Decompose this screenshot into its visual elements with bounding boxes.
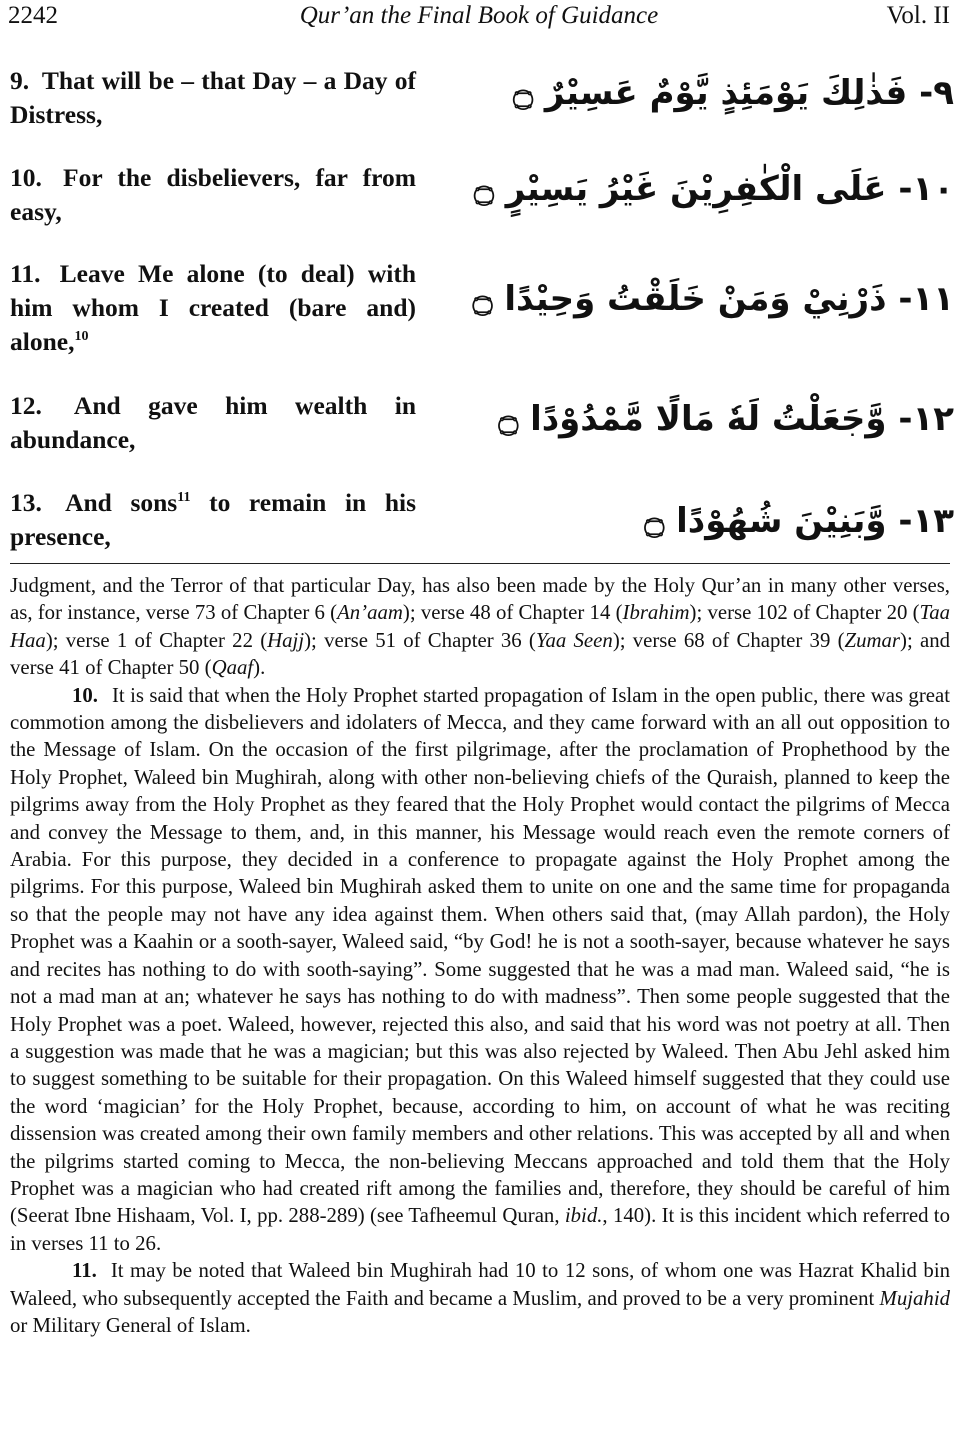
arabic-verse-10: ١٠- عَلَى الْكٰفِرِيْنَ غَيْرُ يَسِيْرٍ ۝ (473, 169, 954, 209)
arabic-verse-12: ١٢- وَّجَعَلْتُ لَهٗ مَالًا مَّمْدُوْدًا ۝ (498, 399, 954, 439)
footnote-marker: 11 (177, 490, 191, 505)
arabic-verse-11: ١١- ذَرْنِيْ وَمَنْ خَلَقْتُ وَحِيْدًا ۝ (472, 279, 954, 319)
running-title: Qur’an the Final Book of Guidance (299, 2, 659, 29)
verse-10 (10, 161, 416, 229)
verse-number: 11. (10, 259, 41, 288)
verse-text: That will be – that Day – a Day of Distress, (10, 66, 416, 129)
verse-text-start: And sons (65, 488, 178, 517)
note-10: 10. It is said that when the Holy Prophet started propagation of Islam in the open public, there was great commotion among the disbelievers and idolaters of Mecca, and they came forward with an all out opposition to the Message of Islam. On the occasion of the first pilgrimage, after the proclamation of Prophethood by the Holy Prophet, Waleed bin Mughirah, along with other non-believing chiefs of the Quraish, planned to keep the pilgrims away from the Holy Prophet as they feared that the Holy Prophet would contact the pilgrims of Mecca and convey the Message to them, and, in this manner, his Message would reach even the remote corners of Arabia. For this purpose, they decided in a conference to propagate against the Holy Prophet among the pilgrims. For this purpose, Waleed bin Mughirah asked them to unite on one and the same time for propaganda so that the people may not have any idea against them. When others said that, (may Allah pardon), the Holy Prophet was a Kaahin or a sooth-sayer, Waleed said, “by God! he is not a sooth-sayer, because whatever he says and recites has nothing to do with sooth-saying”. Some suggested that he was a mad man. Waleed said, “he is not a mad man at an; whatever he says has nothing to do with madness”. Then some people suggested that the Holy Prophet was a poet. Waleed, however, rejected this also, and said that his word was not poetry at all. Then a suggestion was made that he was a magician; but this was also rejected by Waleed. Then Abu Jehl asked him to suggest something to be suitable for their propagation. On this Waleed himself suggested that they could use the word ‘magician’ for the Holy Prophet, because, according to him, on account of what he was reciting dissension was created among their own family members and other relations. This was accepted by all and when the pilgrims started coming to Mecca, the non-believing Meccans approached and told them that the Holy Prophet was a magician who had created rift among the families and, therefore, they should be careful of him (Seerat Ibne Hishaam, Vol. I, pp. 288-289) (see Tafheemul Quran, ibid., 140). It is this incident which referred to in verses 11 to 26. (10, 683, 950, 1255)
volume-label: Vol. II (886, 2, 950, 29)
footnotes (10, 572, 950, 1339)
page-number: 2242 (8, 2, 58, 29)
verse-number: 13. (10, 488, 42, 517)
verse-text: For the disbelievers, far from easy, (10, 163, 417, 226)
verse-number: 9. (10, 66, 30, 95)
verse-text: And gave him wealth in abundance, (10, 391, 416, 454)
footnote-marker: 10 (74, 329, 89, 344)
note-number: 11. (72, 1259, 97, 1283)
note-9-continuation: Judgment, and the Terror of that particular Day, has also been made by the Holy Qur’an in many other verses, as, for instance, verse 73 of Chapter 6 (An’aam); verse 48 of Chapter 14 (Ibrahim); verse 102 of Chapter 20 (Taa Haa); verse 1 of Chapter 22 (Hajj); verse 51 of Chapter 36 (Yaa Seen); verse 68 of Chapter 39 (Zumar); and verse 41 of Chapter 50 (Qaaf). (10, 574, 950, 680)
page-header (8, 2, 950, 36)
arabic-verse-13: ١٣- وَّبَنِيْنَ شُهُوْدًا ۝ (644, 501, 954, 541)
verse-text-end: to remain in his presence, (10, 488, 417, 551)
note-number: 10. (72, 683, 98, 707)
verse-13 (10, 486, 416, 554)
verse-text: Leave Me alone (to deal) with him whom I created (bare and) alone, (10, 259, 416, 356)
footnote-divider (10, 563, 950, 564)
note-11: 11. It may be noted that Waleed bin Mughirah had 10 to 12 sons, of whom one was Hazrat Khalid bin Waleed, who subsequently accepted the Faith and became a Muslim, and proved to be a very prominent Mujahid or Military General of Islam. (10, 1259, 950, 1337)
verse-number: 12. (10, 391, 42, 420)
verse-12 (10, 389, 416, 457)
verse-11 (10, 257, 416, 359)
verse-number: 10. (10, 163, 42, 192)
arabic-verse-9: ٩- فَذٰلِكَ يَوْمَئِذٍ يَّوْمٌ عَسِيْرٌ ۝ (513, 73, 954, 113)
verse-9 (10, 64, 416, 132)
